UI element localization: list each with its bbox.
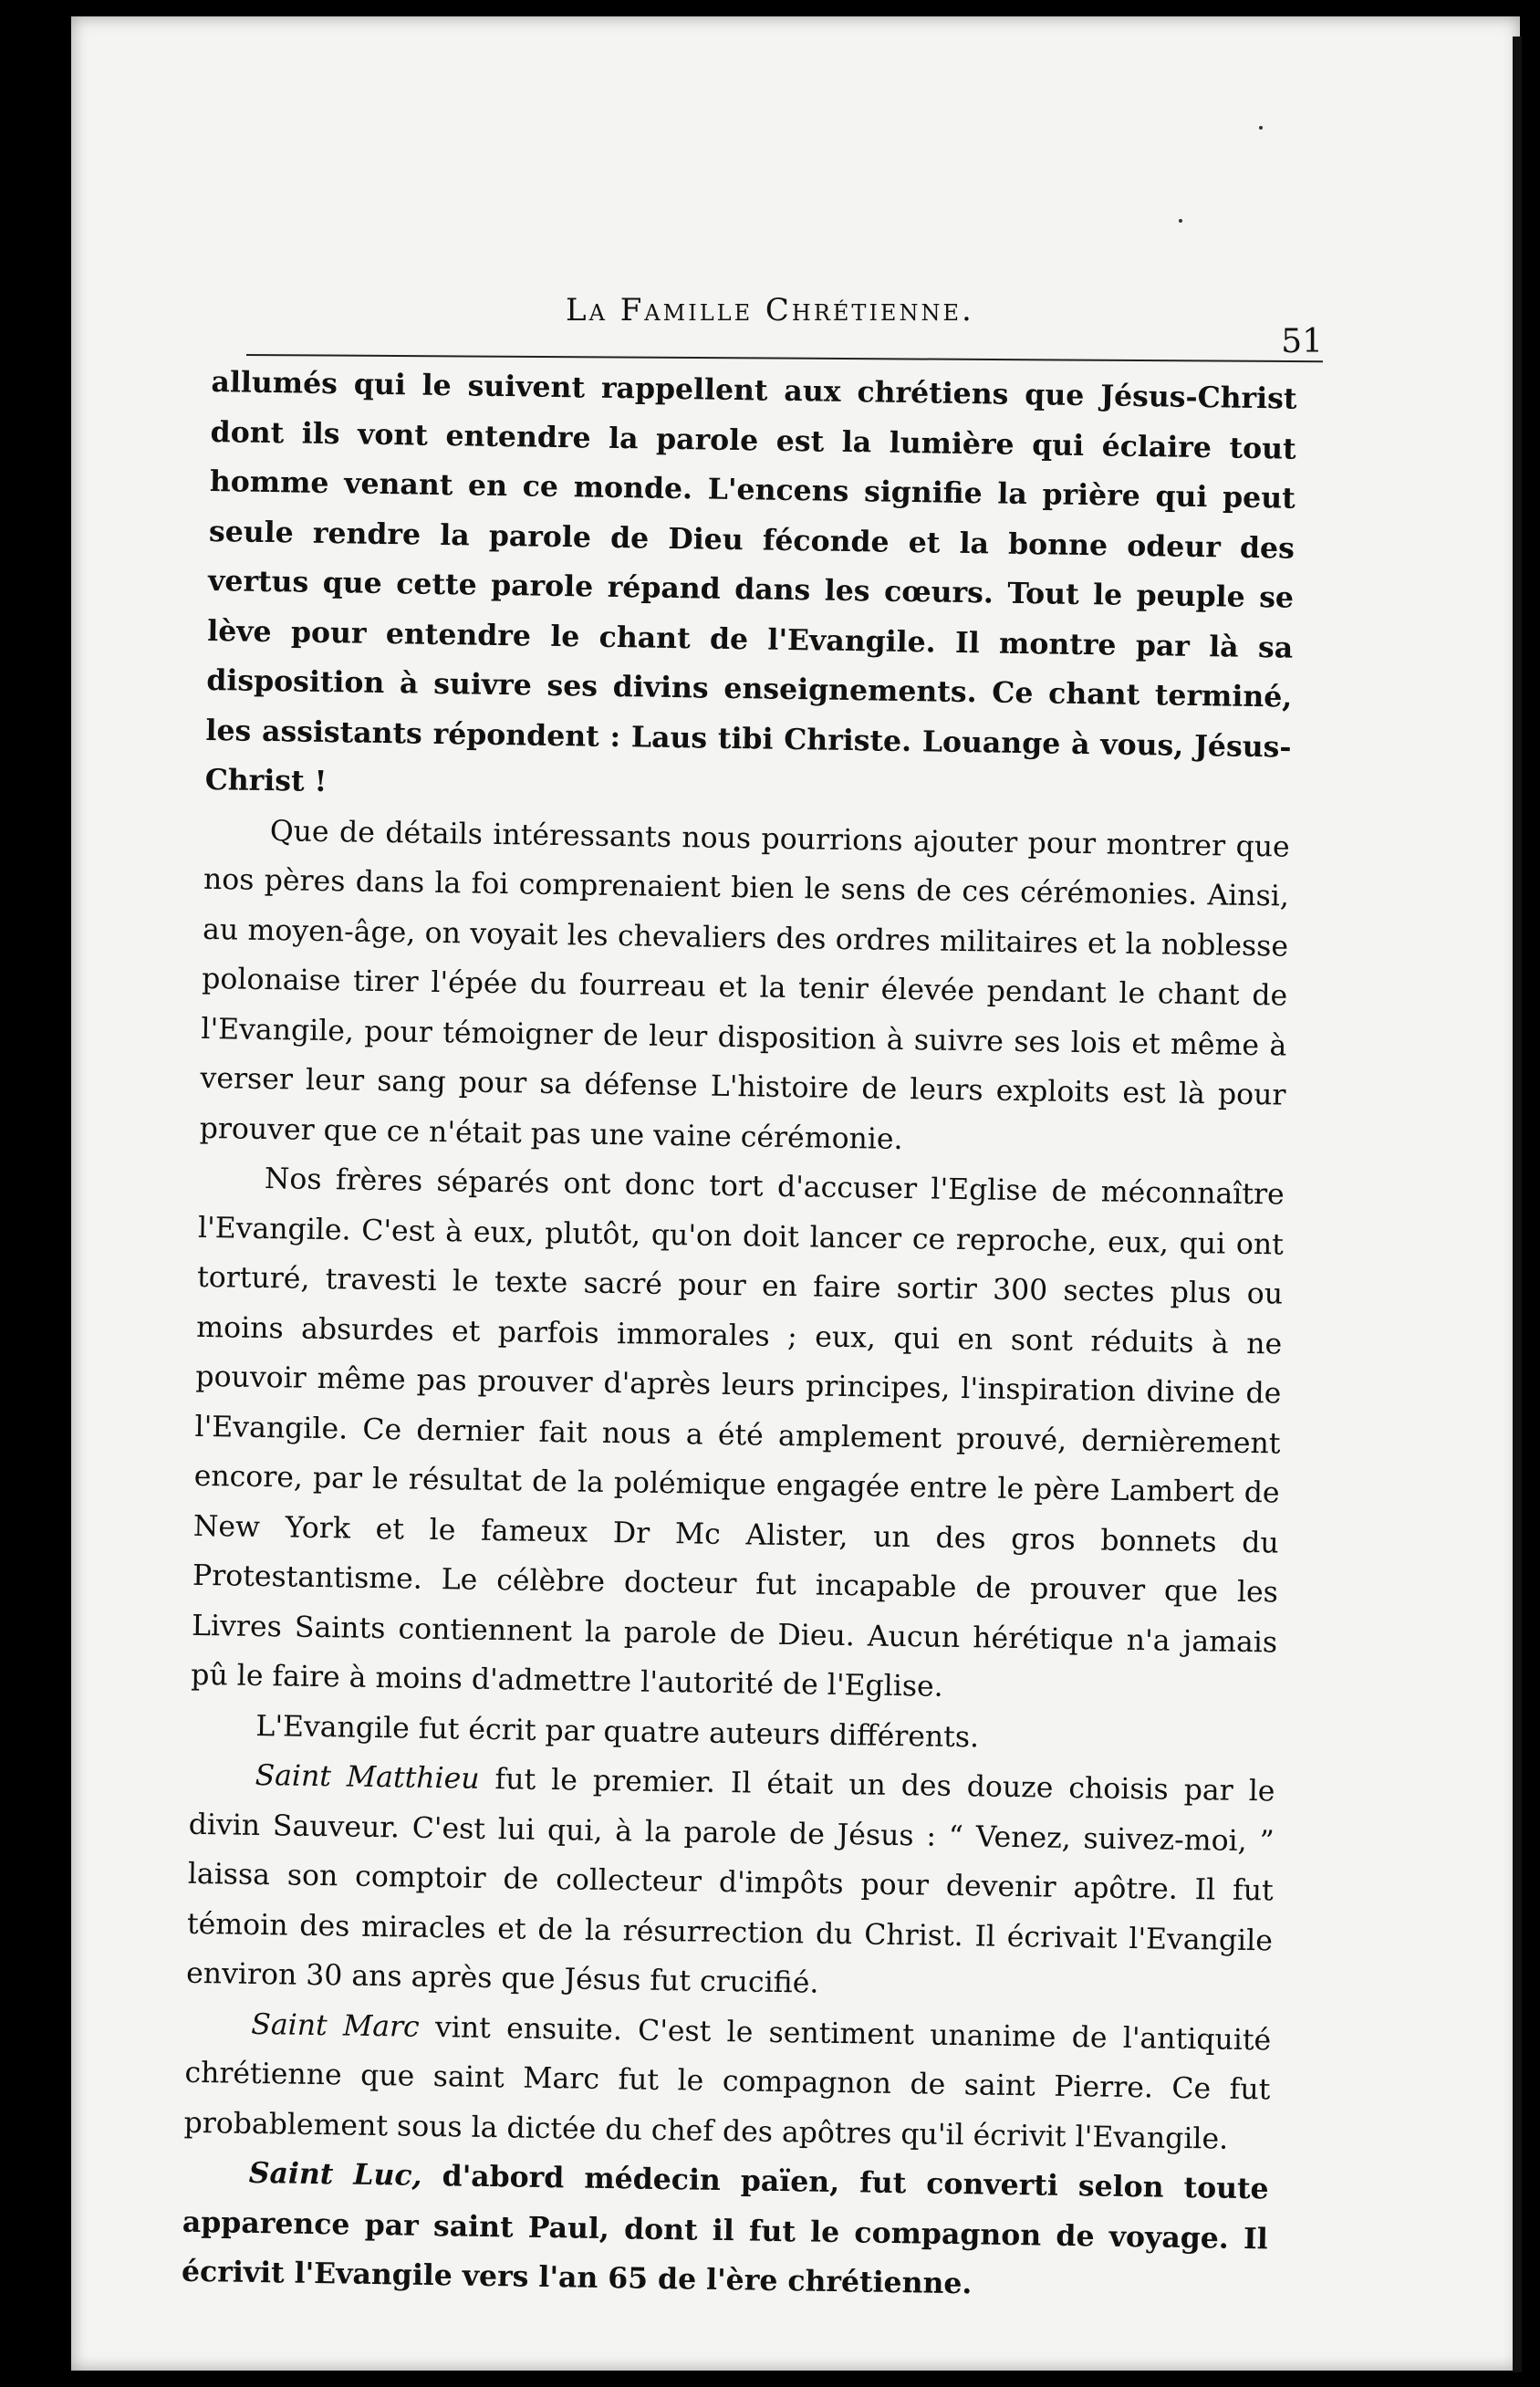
- paragraph-text: L'Evangile fut écrit par quatre auteurs différents.: [255, 1709, 980, 1754]
- paragraph-text: allumés qui le suivent rappellent aux chrétiens que Jésus-Christ dont ils vont entendre la parole est la lumière qui éclaire tout homme venant en ce monde. L'encens signifie la prière qui peut seule rendre la parole de Dieu féconde et la bonne odeur des vertus que cette parole répand dans les cœurs. Tout le peuple se lève pour entendre le chant de l'Evangile. Il montre par là sa disposition à suivre ses divins enseignements. Ce chant terminé, les assistants répondent : Laus tibi Christe. Louange à vous, Jésus-Christ !: [204, 364, 1297, 799]
- paragraph: [204, 358, 1297, 822]
- paragraph-text: Nos frères séparés ont donc tort d'accuser l'Eglise de méconnaître l'Evangile. C'est à eux, plutôt, qu'on doit lancer ce reproche, eux, qui ont torturé, travesti le texte sacré pour en faire sortir 300 sectes plus ou moins absurdes et parfois immorales ; eux, qui en sont réduits à ne pouvoir même pas prouver d'après leurs principes, l'inspiration divine de l'Evangile. Ce dernier fait nous a été amplement prouvé, dernièrement encore, par le résultat de la polémique engagée entre le père Lambert de New York et le fameux Dr Mc Alister, un des gros bonnets du Protestantisme. Le célèbre docteur fut incapable de prouver que les Livres Saints contiennent la parole de Dieu. Aucun hérétique n'a jamais pû le faire à moins d'admettre l'autorité de l'Eglise.: [191, 1162, 1285, 1704]
- body-text: [182, 358, 1297, 2314]
- paragraph: [191, 1153, 1285, 1717]
- paragraph-text: fut le premier. Il était un des douze choisis par le divin Sauveur. C'est lui qui, à la parole de Jésus : “ Venez, suivez-moi, ” laissa son comptoir de collecteur d'impôts pour devenir apôtre. Il fut témoin des miracles et de la résurrection du Christ. Il écrivait l'Evangile environ 30 ans après que Jésus fut crucifié.: [185, 1762, 1275, 2000]
- paragraph-text: vint ensuite. C'est le sentiment unanime de l'antiquité chrétienne que saint Marc fut le compagnon de saint Pierre. Ce fut probablement sous la dictée du chef des apôtres qu'il écrivit l'Evangile.: [183, 2010, 1272, 2156]
- ink-speck: [1259, 126, 1263, 130]
- paragraph: [199, 805, 1290, 1170]
- paragraph-text: Que de détails intéressants nous pourrions ajouter pour montrer que nos pères dans la foi comprenaient bien le sens de ces cérémonies. Ainsi, au moyen-âge, on voyait les chevaliers des ordres militaires et la noblesse polonaise tirer l'épée du fourreau et la tenir élevée pendant le chant de l'Evangile, pour témoigner de leur disposition à suivre ses lois et même à verser leur sang pour sa défense L'histoire de leurs exploits est là pour prouver que ce n'était pas une vaine cérémonie.: [199, 814, 1291, 1156]
- paragraph-lead-italic: Saint Luc,: [248, 2155, 422, 2193]
- paragraph: [186, 1750, 1275, 2016]
- page-number: 51: [1281, 323, 1323, 360]
- page-edge-shadow: [1513, 36, 1522, 2372]
- ink-speck: [1179, 219, 1182, 223]
- paragraph-lead-italic: Saint Marc: [251, 2007, 420, 2044]
- paragraph-text: d'abord médecin païen, fut converti selon toute apparence par saint Paul, dont il fut le compagnon de voyage. Il écrivit l'Evangile vers l'an 65 de l'ère chrétienne.: [181, 2158, 1269, 2301]
- paragraph-lead-italic: Saint Matthieu: [255, 1758, 480, 1796]
- running-head: [246, 292, 1323, 360]
- paragraph: [183, 1998, 1271, 2164]
- paragraph: [182, 2148, 1269, 2314]
- running-title: La Famille Chrétienne.: [566, 292, 974, 328]
